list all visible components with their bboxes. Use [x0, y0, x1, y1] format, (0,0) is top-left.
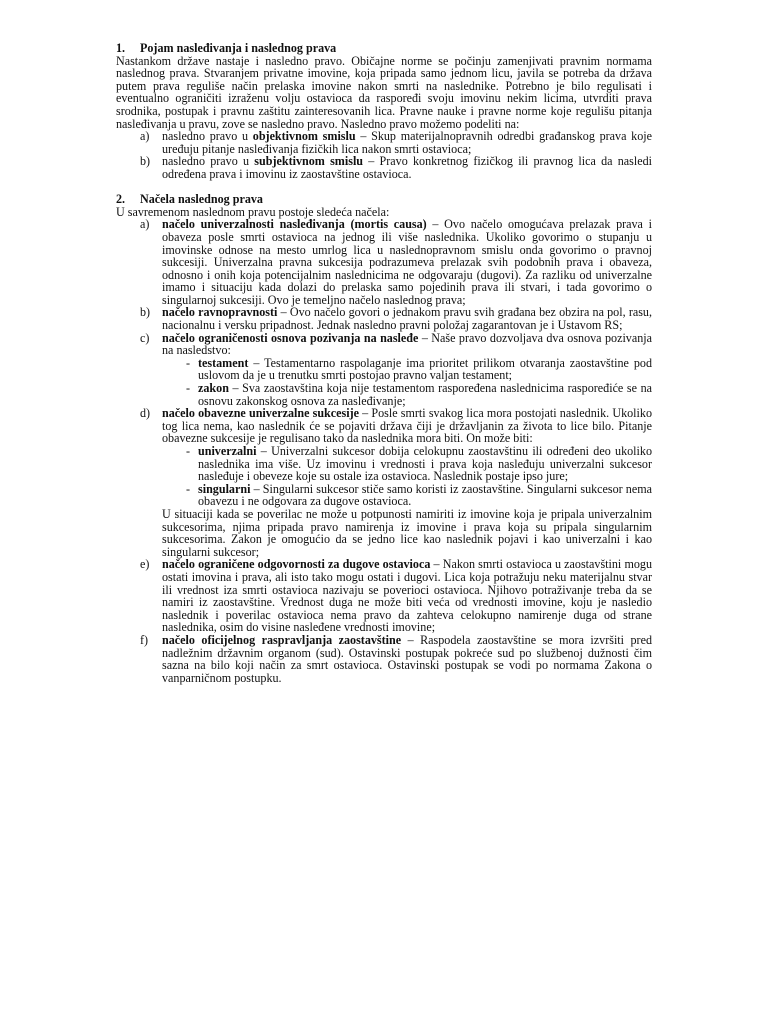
item-label: b)	[140, 305, 151, 320]
document-page	[116, 42, 652, 684]
item-text: – Nakon smrti ostavioca u zaostavštini mogu ostati imovina i prava, ali isto tako mogu ostati i dugovi. Lica koja potražuju neku materijalnu stvar ili vrednost iza smrti ostavioca nazivaju se poverioci ostavioca. Njihovo potraživanje treba da se namiri iz zaostavštine. Vrednost duga ne može biti veća od vrednosti imovine, koju je nasledio naslednik i poverilac ostavioca nema pravo da zahteva celokupno namirenje duga od strane naslednika, osim do visine nasleđene vrednosti imovine;	[162, 557, 652, 635]
item-pre: nasledno pravo u	[162, 154, 255, 169]
dash-bullet: -	[186, 381, 191, 396]
section-2-intro: U savremenom naslednom pravu postoje sledeća načela:	[116, 204, 390, 219]
sub-term: testament	[198, 355, 249, 370]
section-2-item-f	[116, 634, 652, 684]
sub-item-singularni	[116, 483, 652, 508]
sub-text: – Singularni sukcesor stiče samo koristi iz zaostavštine. Singularni sukcesor nema obavezu i ne odgovara za dugove ostavioca.	[198, 481, 652, 509]
section-1-title: Pojam nasleđivanja i naslednog prava	[140, 41, 337, 55]
item-label: a)	[140, 217, 150, 232]
section-2-item-c	[116, 332, 652, 357]
item-label: f)	[140, 632, 149, 647]
sub-term: zakon	[198, 381, 229, 396]
section-1-heading	[116, 42, 652, 55]
item-term: načelo univerzalnosti nasleđivanja (mortis causa)	[162, 217, 427, 232]
sub-text: – Sva zaostavština koja nije testamentom raspoređena naslednicima raspoređiće se na osnovu zakonskog osnova za nasleđivanje;	[198, 381, 652, 408]
section-2-heading	[116, 193, 652, 206]
sub-text: – Testamentarno raspolaganje ima prioritet prilikom otvaranja zaostavštine pod uslovom da je u trenutku smrti postojao pravno valjan testament;	[198, 355, 652, 383]
dash-bullet: -	[186, 481, 191, 496]
section-2-item-a	[116, 218, 652, 306]
item-term: načelo oficijelnog raspravljanja zaostavštine	[162, 632, 402, 647]
item-label: b)	[140, 154, 151, 169]
item-term: načelo ograničenosti osnova pozivanja na nasleđe	[162, 330, 419, 345]
sub-term: singularni	[198, 481, 251, 496]
section-2-item-d	[116, 407, 652, 445]
item-label: e)	[140, 557, 150, 572]
sub-item-zakon	[116, 382, 652, 407]
item-label: c)	[140, 330, 150, 345]
section-2-item-b	[116, 306, 652, 331]
section-1-number: 1.	[116, 41, 126, 55]
section-1-item-b	[116, 155, 652, 180]
section-2-number: 2.	[116, 192, 126, 207]
item-d-continuation: U situaciji kada se poverilac ne može u potpunosti namiriti iz imovine koja je pripala univerzalnim sukcesorima, njima pripada pravo namirenja iz imovine i prava koja su pripala singularnim sukcesorima. Zakon je omogućio da se jedno lice kao naslednik pojavi i kao univerzalni i kao singularni sukcesor;	[162, 506, 652, 559]
item-term: objektivnom smislu	[252, 129, 356, 144]
sub-item-testament	[116, 357, 652, 382]
item-text: – Raspodela zaostavštine se mora izvršiti pred nadležnim državnim organom (sud). Ostavinski postupak pokreće sud po službenoj dužnosti čim sazna na bilo koji način za smrt ostavioca. Ostavinski postupak se vodi po normama Zakona o vanparničnom postupku.	[162, 632, 652, 685]
sub-term: univerzalni	[198, 444, 257, 458]
item-term: načelo ravnopravnosti	[162, 305, 278, 320]
item-term: načelo obavezne univerzalne sukcesije	[162, 406, 359, 421]
item-label: a)	[140, 129, 150, 144]
item-text: – Ovo načelo govori o jednakom pravu svih građana bez obzira na pol, rasu, nacionalnu i versku pripadnost. Jednak nasledno pravni položaj zagarantovan je i Ustavom RS;	[162, 305, 652, 333]
item-term: subjektivnom smislu	[254, 154, 364, 169]
dash-bullet: -	[186, 355, 191, 370]
item-pre: nasledno pravo u	[162, 129, 253, 144]
item-text: – Pravo konkretnog fizičkog ili pravnog lica da nasledi određena prava i imovinu iz zaostavštine ostavioca.	[162, 154, 652, 181]
section-2-item-e	[116, 558, 652, 634]
item-text: – Ovo načelo omogućava prelazak prava i obaveza posle smrti ostavioca na jednog ili više naslednika. Ukoliko govorimo o stupanju u imovinske odnose na mesto umrlog lica u naslednopravnom smislu onda govorimo o pravnoj sukcesiji. Univerzalna pravna sukcesija podrazumeva prelazak svih podobnih prava i obaveza, odnosno i onih koja potencijalnim naslednicima ne odgovaraju (dugovi). Za razliku od univerzalne imamo i situaciju kada dolazi do prelaska samo pojedinih prava ili stvari, i tada govorimo o singularnoj sukcesiji. Ovo je temeljno načelo naslednog prava;	[162, 217, 652, 307]
sub-text: – Univerzalni sukcesor dobija celokupnu zaostavštinu ili određeni deo ukoliko naslednika ima više. Uz imovinu i vrednosti i prava koja nasleđuju univerzalni sukcesor nasleđuje i obeveze koje su ostale iza ostavioca. Naslednik postaje ipso jure;	[198, 444, 652, 484]
section-2-title: Načela naslednog prava	[140, 192, 263, 207]
item-text: – Skup materijalnopravnih odredbi građanskog prava koje uređuju pitanje nasleđivanja fizičkih lica nakon smrti ostavioca;	[162, 129, 652, 156]
item-text: – Naše pravo dozvoljava dva osnova pozivanja na nasledstvo:	[162, 330, 652, 358]
item-label: d)	[140, 406, 151, 421]
section-1-intro: Nastankom države nastaje i nasledno pravo. Običajne norme se počinju zamenjivati pravnim normama naslednog prava. Stvaranjem privatne imovine, koja pripada samo jednom licu, javila se potreba da država putem prava reguliše način prelaska imovine nakon smrti na naslednike. Potrebno je bilo regulisati i eventualno ograničiti izraženu volju ostavioca da raspoređi svoju imovinu nekim licima, utvrditi prava srodnika, postupak i pravnu zaštitu zainteresovanih lica. Pravne nauke i pravne norme koje regulišu pitanja nasleđivanja u pravu, zove se nasledno pravo. Nasledno pravo možemo podeliti na:	[116, 53, 652, 131]
item-term: načelo ograničene odgovornosti za dugove ostavioca	[162, 557, 431, 572]
dash-bullet: -	[186, 444, 191, 458]
item-text: – Posle smrti svakog lica mora postojati naslednik. Ukoliko tog lica nema, kao naslednik će se pojaviti država čiji je državljanin za života to lice bilo. Pitanje obavezne sukcesije je regulisano tako da naslednika mora biti. On može biti:	[162, 406, 652, 446]
sub-item-univerzalni	[116, 445, 652, 483]
section-1-item-a	[116, 130, 652, 155]
